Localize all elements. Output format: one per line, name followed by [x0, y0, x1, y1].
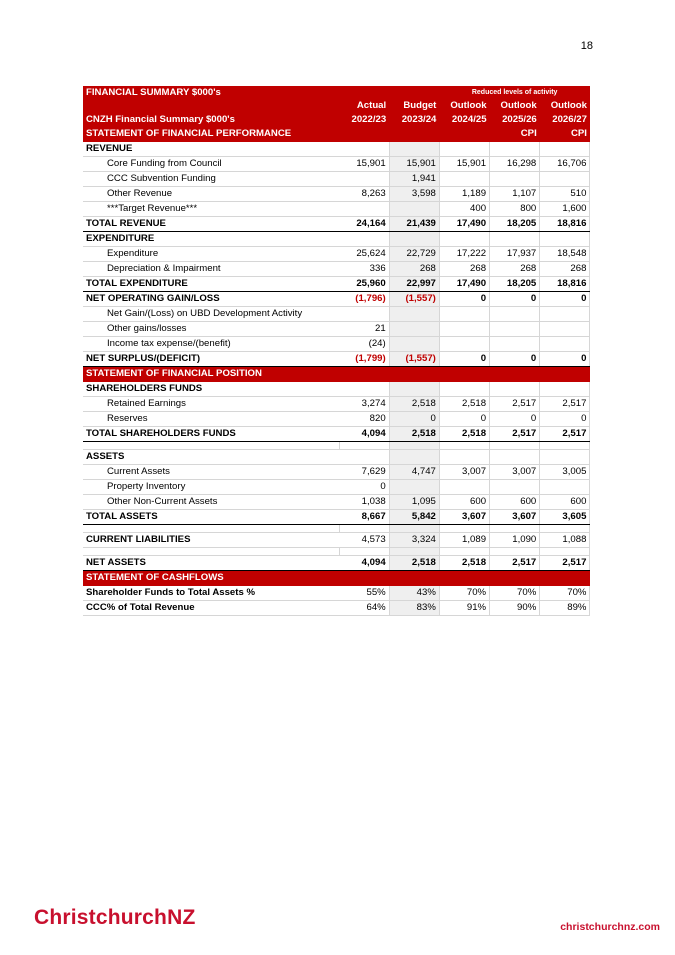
- table-row: [83, 292, 590, 307]
- value-cell: [439, 337, 489, 352]
- row-label: ***Target Revenue***: [83, 202, 339, 217]
- column-header: Actual: [339, 99, 389, 113]
- activity-note: Reduced levels of activity: [439, 86, 590, 99]
- empty-cell: [389, 525, 439, 533]
- value-cell: 1,107: [490, 187, 540, 202]
- empty-cell: [439, 548, 489, 556]
- row-label: Current Assets: [83, 465, 339, 480]
- value-cell: 0: [389, 412, 439, 427]
- empty-cell: [339, 450, 389, 465]
- header-line2-row: [83, 113, 590, 127]
- row-label: Other gains/losses: [83, 322, 339, 337]
- row-label: CCC Subvention Funding: [83, 172, 339, 187]
- table-row: [83, 172, 590, 187]
- spacer-row: [83, 442, 590, 450]
- value-cell: 0: [439, 412, 489, 427]
- row-label: Shareholder Funds to Total Assets %: [83, 586, 339, 601]
- empty-cell: [389, 548, 439, 556]
- value-cell: 70%: [490, 586, 540, 601]
- table-row: [83, 412, 590, 427]
- value-cell: 18,816: [540, 217, 590, 232]
- empty-cell: [389, 442, 439, 450]
- value-cell: 0: [339, 480, 389, 495]
- value-cell: 2,517: [490, 397, 540, 412]
- empty-cell: [339, 442, 389, 450]
- empty-cell: [490, 382, 540, 397]
- value-cell: 2,517: [540, 556, 590, 571]
- table-row: [83, 202, 590, 217]
- value-cell: (1,557): [389, 352, 439, 367]
- empty-cell: [439, 232, 489, 247]
- empty-cell: [83, 99, 339, 113]
- empty-cell: [490, 367, 540, 382]
- empty-cell: [339, 142, 389, 157]
- empty-cell: [439, 382, 489, 397]
- value-cell: 18,205: [490, 217, 540, 232]
- empty-cell: [540, 232, 590, 247]
- empty-cell: [540, 442, 590, 450]
- column-header: Outlook: [540, 99, 590, 113]
- value-cell: (24): [339, 337, 389, 352]
- row-label: Retained Earnings: [83, 397, 339, 412]
- row-label: Core Funding from Council: [83, 157, 339, 172]
- website-link[interactable]: christchurchnz.com: [560, 921, 660, 933]
- empty-cell: [540, 382, 590, 397]
- value-cell: 3,005: [540, 465, 590, 480]
- value-cell: 22,997: [389, 277, 439, 292]
- value-cell: 18,816: [540, 277, 590, 292]
- value-cell: 2,518: [439, 556, 489, 571]
- value-cell: 1,600: [540, 202, 590, 217]
- value-cell: 89%: [540, 601, 590, 616]
- value-cell: 91%: [439, 601, 489, 616]
- row-heading: ASSETS: [83, 450, 339, 465]
- value-cell: 4,573: [339, 533, 389, 548]
- value-cell: 1,941: [389, 172, 439, 187]
- column-year: 2026/27: [540, 113, 590, 127]
- value-cell: 8,263: [339, 187, 389, 202]
- value-cell: 3,607: [439, 510, 489, 525]
- value-cell: 1,189: [439, 187, 489, 202]
- empty-cell: [490, 548, 540, 556]
- value-cell: 15,901: [439, 157, 489, 172]
- spacer-row: [83, 525, 590, 533]
- value-cell: 1,089: [439, 533, 489, 548]
- value-cell: 2,518: [389, 427, 439, 442]
- value-cell: 268: [490, 262, 540, 277]
- empty-cell: [389, 127, 439, 142]
- empty-cell: [439, 450, 489, 465]
- table-row: [83, 337, 590, 352]
- value-cell: [490, 172, 540, 187]
- value-cell: [490, 322, 540, 337]
- cpi-label: CPI: [540, 127, 590, 142]
- value-cell: 1,090: [490, 533, 540, 548]
- row-label: Reserves: [83, 412, 339, 427]
- christchurchnz-logo: ChristchurchNZ: [34, 906, 196, 929]
- table-row: [83, 465, 590, 480]
- value-cell: 2,517: [490, 427, 540, 442]
- empty-cell: [339, 127, 389, 142]
- value-cell: 18,548: [540, 247, 590, 262]
- value-cell: 820: [339, 412, 389, 427]
- value-cell: 268: [389, 262, 439, 277]
- value-cell: 2,518: [389, 556, 439, 571]
- value-cell: 3,607: [490, 510, 540, 525]
- value-cell: [540, 337, 590, 352]
- value-cell: 3,007: [439, 465, 489, 480]
- value-cell: 510: [540, 187, 590, 202]
- empty-cell: [83, 548, 339, 556]
- value-cell: [490, 480, 540, 495]
- section-financial-position: [83, 367, 590, 382]
- value-cell: 8,667: [339, 510, 389, 525]
- assets-heading: [83, 450, 590, 465]
- empty-cell: [339, 525, 389, 533]
- value-cell: 3,605: [540, 510, 590, 525]
- value-cell: 0: [540, 352, 590, 367]
- empty-cell: [339, 382, 389, 397]
- row-label: TOTAL SHAREHOLDERS FUNDS: [83, 427, 339, 442]
- empty-cell: [540, 450, 590, 465]
- value-cell: 83%: [389, 601, 439, 616]
- value-cell: [389, 322, 439, 337]
- value-cell: 4,747: [389, 465, 439, 480]
- empty-cell: [540, 571, 590, 586]
- page-number: 18: [580, 40, 593, 52]
- row-label: Depreciation & Impairment: [83, 262, 339, 277]
- empty-cell: [339, 86, 389, 99]
- empty-cell: [389, 232, 439, 247]
- row-label: Expenditure: [83, 247, 339, 262]
- column-year: 2025/26: [490, 113, 540, 127]
- empty-cell: [389, 86, 439, 99]
- value-cell: [389, 480, 439, 495]
- empty-cell: [339, 367, 389, 382]
- table-row: [83, 427, 590, 442]
- value-cell: 3,598: [389, 187, 439, 202]
- table-row: [83, 352, 590, 367]
- value-cell: [389, 202, 439, 217]
- table-row: [83, 307, 590, 322]
- empty-cell: [439, 142, 489, 157]
- cpi-label: CPI: [490, 127, 540, 142]
- empty-cell: [83, 525, 339, 533]
- row-label: CURRENT LIABILITIES: [83, 533, 339, 548]
- table-row: [83, 480, 590, 495]
- empty-cell: [490, 442, 540, 450]
- row-label: NET SURPLUS/(DEFICIT): [83, 352, 339, 367]
- table-row: [83, 187, 590, 202]
- row-label: TOTAL EXPENDITURE: [83, 277, 339, 292]
- empty-cell: [540, 142, 590, 157]
- value-cell: 268: [540, 262, 590, 277]
- empty-cell: [439, 525, 489, 533]
- value-cell: 15,901: [339, 157, 389, 172]
- value-cell: 43%: [389, 586, 439, 601]
- row-label: NET ASSETS: [83, 556, 339, 571]
- empty-cell: [339, 232, 389, 247]
- value-cell: 4,094: [339, 556, 389, 571]
- row-label: Net Gain/(Loss) on UBD Development Activity: [83, 307, 339, 322]
- value-cell: 21: [339, 322, 389, 337]
- empty-cell: [439, 571, 489, 586]
- value-cell: 2,517: [490, 556, 540, 571]
- value-cell: (1,557): [389, 292, 439, 307]
- empty-cell: [339, 571, 389, 586]
- row-label: CCC% of Total Revenue: [83, 601, 339, 616]
- empty-cell: [490, 232, 540, 247]
- section-title: STATEMENT OF FINANCIAL PERFORMANCE: [83, 127, 339, 142]
- value-cell: 600: [540, 495, 590, 510]
- value-cell: 0: [490, 292, 540, 307]
- empty-cell: [389, 142, 439, 157]
- value-cell: 24,164: [339, 217, 389, 232]
- value-cell: [439, 172, 489, 187]
- value-cell: 0: [439, 292, 489, 307]
- value-cell: 17,490: [439, 217, 489, 232]
- value-cell: 336: [339, 262, 389, 277]
- empty-cell: [540, 367, 590, 382]
- value-cell: 16,706: [540, 157, 590, 172]
- empty-cell: [540, 548, 590, 556]
- value-cell: 90%: [490, 601, 540, 616]
- value-cell: 2,517: [540, 397, 590, 412]
- value-cell: 3,007: [490, 465, 540, 480]
- value-cell: 2,518: [389, 397, 439, 412]
- empty-cell: [490, 571, 540, 586]
- value-cell: 17,490: [439, 277, 489, 292]
- table-row: [83, 533, 590, 548]
- empty-cell: [389, 450, 439, 465]
- value-cell: 400: [439, 202, 489, 217]
- value-cell: 4,094: [339, 427, 389, 442]
- empty-cell: [389, 367, 439, 382]
- section-title: STATEMENT OF FINANCIAL POSITION: [83, 367, 339, 382]
- value-cell: 55%: [339, 586, 389, 601]
- value-cell: [339, 172, 389, 187]
- empty-cell: [83, 442, 339, 450]
- value-cell: 2,518: [439, 427, 489, 442]
- row-label: TOTAL ASSETS: [83, 510, 339, 525]
- value-cell: [439, 322, 489, 337]
- row-label: Property Inventory: [83, 480, 339, 495]
- empty-cell: [490, 450, 540, 465]
- value-cell: 0: [540, 412, 590, 427]
- expenditure-heading: [83, 232, 590, 247]
- column-year: 2024/25: [439, 113, 489, 127]
- value-cell: 70%: [439, 586, 489, 601]
- table-row: [83, 510, 590, 525]
- value-cell: 25,624: [339, 247, 389, 262]
- value-cell: [490, 337, 540, 352]
- table-row: [83, 217, 590, 232]
- empty-cell: [439, 367, 489, 382]
- row-label: TOTAL REVENUE: [83, 217, 339, 232]
- empty-cell: [439, 127, 489, 142]
- value-cell: [540, 322, 590, 337]
- value-cell: [540, 307, 590, 322]
- value-cell: 70%: [540, 586, 590, 601]
- value-cell: [540, 172, 590, 187]
- value-cell: 22,729: [389, 247, 439, 262]
- value-cell: (1,796): [339, 292, 389, 307]
- value-cell: 64%: [339, 601, 389, 616]
- value-cell: [339, 202, 389, 217]
- row-label: NET OPERATING GAIN/LOSS: [83, 292, 339, 307]
- value-cell: 16,298: [490, 157, 540, 172]
- value-cell: 0: [439, 352, 489, 367]
- revenue-heading: [83, 142, 590, 157]
- value-cell: 7,629: [339, 465, 389, 480]
- financial-summary-table: [83, 86, 590, 616]
- column-year: 2022/23: [339, 113, 389, 127]
- table-row: [83, 157, 590, 172]
- row-heading: EXPENDITURE: [83, 232, 339, 247]
- value-cell: 2,517: [540, 427, 590, 442]
- value-cell: 1,088: [540, 533, 590, 548]
- section-financial-performance: [83, 127, 590, 142]
- empty-cell: [490, 525, 540, 533]
- value-cell: 3,324: [389, 533, 439, 548]
- empty-cell: [389, 571, 439, 586]
- value-cell: 17,222: [439, 247, 489, 262]
- table-row: [83, 601, 590, 616]
- spacer-row: [83, 548, 590, 556]
- row-heading: REVENUE: [83, 142, 339, 157]
- value-cell: 21,439: [389, 217, 439, 232]
- row-label: Other Revenue: [83, 187, 339, 202]
- empty-cell: [490, 142, 540, 157]
- value-cell: [339, 307, 389, 322]
- table-row: [83, 397, 590, 412]
- value-cell: 15,901: [389, 157, 439, 172]
- column-header: Outlook: [439, 99, 489, 113]
- header-line1-row: [83, 99, 590, 113]
- value-cell: 17,937: [490, 247, 540, 262]
- value-cell: 2,518: [439, 397, 489, 412]
- value-cell: 0: [540, 292, 590, 307]
- value-cell: 5,842: [389, 510, 439, 525]
- value-cell: 25,960: [339, 277, 389, 292]
- row-heading: SHAREHOLDERS FUNDS: [83, 382, 339, 397]
- empty-cell: [540, 525, 590, 533]
- value-cell: 0: [490, 352, 540, 367]
- table-subtitle: CNZH Financial Summary $000's: [83, 113, 339, 127]
- section-cashflows: [83, 571, 590, 586]
- value-cell: 18,205: [490, 277, 540, 292]
- table-row: [83, 247, 590, 262]
- empty-cell: [339, 548, 389, 556]
- column-header: Outlook: [490, 99, 540, 113]
- empty-cell: [439, 442, 489, 450]
- value-cell: 1,095: [389, 495, 439, 510]
- value-cell: 800: [490, 202, 540, 217]
- table-row: [83, 277, 590, 292]
- value-cell: 600: [490, 495, 540, 510]
- value-cell: [389, 337, 439, 352]
- table-row: [83, 495, 590, 510]
- section-title: STATEMENT OF CASHFLOWS: [83, 571, 339, 586]
- value-cell: [439, 307, 489, 322]
- header-title-row: [83, 86, 590, 99]
- value-cell: [389, 307, 439, 322]
- empty-cell: [389, 382, 439, 397]
- table-row: [83, 556, 590, 571]
- table-row: [83, 586, 590, 601]
- column-year: 2023/24: [389, 113, 439, 127]
- value-cell: 268: [439, 262, 489, 277]
- value-cell: 3,274: [339, 397, 389, 412]
- column-header: Budget: [389, 99, 439, 113]
- financial-summary-table-wrap: [83, 86, 590, 616]
- value-cell: [540, 480, 590, 495]
- table-row: [83, 322, 590, 337]
- shareholders-heading: [83, 382, 590, 397]
- value-cell: 600: [439, 495, 489, 510]
- row-label: Income tax expense/(benefit): [83, 337, 339, 352]
- row-label: Other Non-Current Assets: [83, 495, 339, 510]
- table-title: FINANCIAL SUMMARY $000's: [83, 86, 339, 99]
- value-cell: 1,038: [339, 495, 389, 510]
- table-row: [83, 262, 590, 277]
- value-cell: 0: [490, 412, 540, 427]
- value-cell: [439, 480, 489, 495]
- value-cell: [490, 307, 540, 322]
- value-cell: (1,799): [339, 352, 389, 367]
